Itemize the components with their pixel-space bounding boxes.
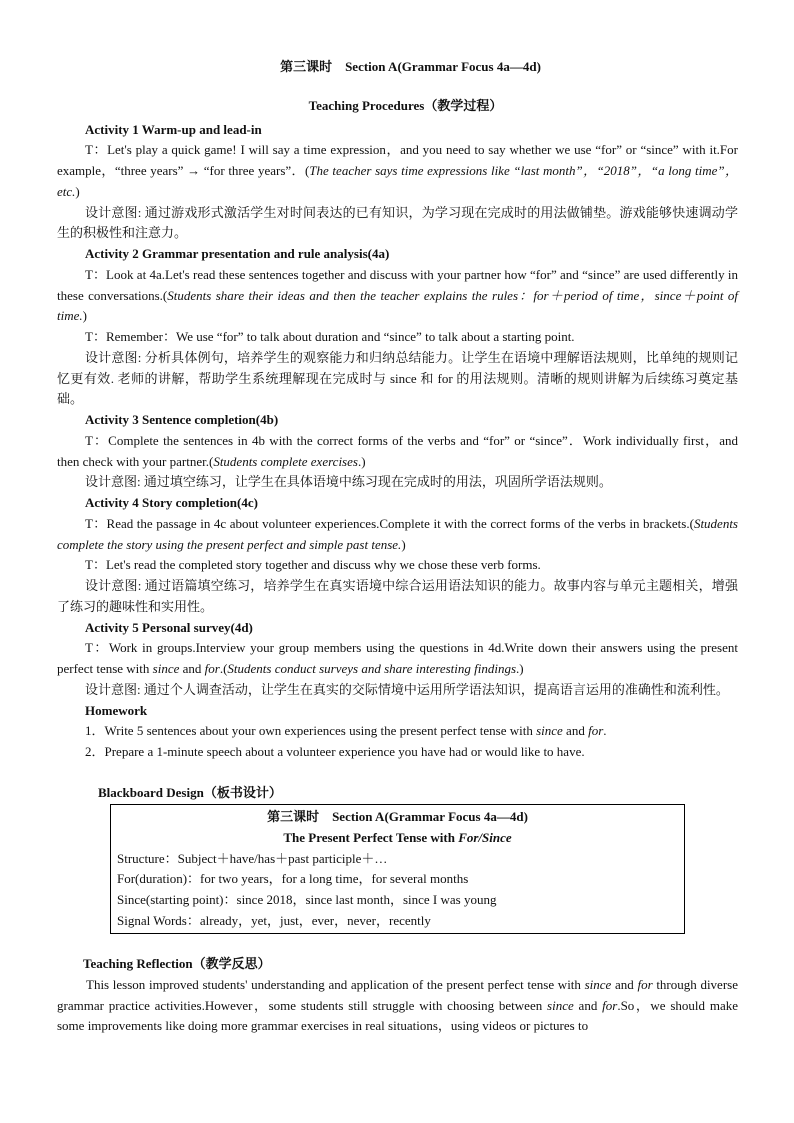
activity-3-heading: Activity 3 Sentence completion(4b) — [85, 412, 279, 428]
reflection-run: This lesson improved students' understanding and application of the present perfect tense with — [86, 976, 585, 992]
instruction-text: ) — [401, 536, 406, 552]
homework-text: . — [603, 723, 607, 739]
activity-1-heading: Activity 1 Warm-up and lead-in — [85, 121, 262, 137]
activity-2-design-intent: 设计意图: 分析具体例句，培养学生的观察能力和归纳总结能力。让学生在语境中理解语法规则，比单纯的规则记忆更有效. 老师的讲解，帮助学生系统理解现在完成时与 since 和 for 的用法规则。清晰的规则讲解为后续练习奠定基础。 — [57, 349, 738, 407]
italic-keyword: since — [152, 661, 180, 677]
italic-note: Students conduct surveys and share interesting findings — [227, 661, 517, 677]
blackboard-signal-words-line: Signal Words：already，yet，just，ever，never，recently — [117, 912, 431, 928]
italic-keyword: for — [204, 661, 220, 677]
italic-keyword: for — [588, 723, 604, 739]
italic-keyword: for — [637, 976, 653, 992]
activity-5-instruction — [57, 638, 738, 680]
instruction-text: T：Look at 4a.Let's read these sentences together and discuss with your partner how “for” and “since” are used differently in these conversations.( — [57, 266, 738, 303]
homework-text: and — [562, 723, 589, 739]
italic-note: Students complete exercises — [213, 453, 358, 469]
activity-4-heading: Activity 4 Story completion(4c) — [85, 495, 258, 511]
activity-2-heading: Activity 2 Grammar presentation and rule analysis(4a) — [85, 246, 390, 262]
blackboard-subtitle — [117, 828, 678, 849]
homework-item — [57, 721, 738, 742]
instruction-text: .( — [219, 661, 228, 677]
instruction-text: T：Let's play a quick game! I will say a time expression，and you need to say whether we use “for” or “since” with it.For example，“three years” → “for three years”．( — [57, 142, 738, 179]
instruction-text: T：Remember：We use “for” to talk about duration and “since” to talk about a starting point. — [85, 329, 575, 345]
activity-4-design-intent: 设计意图: 通过语篇填空练习，培养学生在真实语境中综合运用语法知识的能力。故事内容与单元主题相关，增强了练习的趣味性和实用性。 — [57, 578, 738, 614]
blackboard-box — [110, 804, 685, 933]
italic-keyword: since — [536, 723, 563, 739]
italic-keyword: For/Since — [458, 829, 512, 845]
activity-1-design-intent: 设计意图: 通过游戏形式激活学生对时间表达的已有知识，为学习现在完成时的用法做铺垫。游戏能够快速调动学生的积极性和注意力。 — [57, 204, 738, 241]
subtitle-text: The Present Perfect Tense with — [283, 829, 459, 845]
activity-2-instruction — [57, 265, 738, 327]
reflection-run: and — [611, 976, 638, 992]
homework-text: 2．Prepare a 1-minute speech about a volunteer experience you have had or would like to have. — [85, 744, 585, 760]
italic-keyword: since — [584, 976, 612, 992]
instruction-text: .) — [516, 661, 524, 677]
activity-5-heading: Activity 5 Personal survey(4d) — [85, 619, 253, 635]
italic-note: Students share their ideas and then the teacher explains the rules：for＋period of time，since＋point of time. — [57, 287, 738, 324]
instruction-text: .) — [357, 453, 366, 469]
reflection-text — [57, 975, 738, 1037]
blackboard-structure-line: Structure：Subject＋have/has＋past participle＋… — [117, 850, 388, 866]
reflection-run: through diverse grammar practice activities.However，some students still struggle with choosing between — [57, 976, 738, 1013]
instruction-text: ) — [75, 183, 80, 199]
homework-text: 1．Write 5 sentences about your own experiences using the present perfect tense with — [85, 723, 537, 739]
blackboard-heading: Blackboard Design（板书设计） — [98, 785, 282, 801]
activity-2-instruction — [57, 327, 738, 348]
activity-1-instruction — [57, 140, 738, 202]
italic-note: Students complete the story using the present perfect and simple past tense. — [57, 515, 738, 552]
reflection-heading: Teaching Reflection（教学反思） — [83, 956, 271, 972]
instruction-text: T：Read the passage in 4c about volunteer experiences.Complete it with the correct forms of the verbs in brackets.( — [85, 515, 694, 531]
italic-keyword: since — [547, 997, 574, 1013]
activity-3-instruction — [57, 431, 738, 473]
reflection-run: and — [573, 997, 603, 1013]
blackboard-since-line: Since(starting point)：since 2018，since last month，since I was young — [117, 892, 497, 908]
instruction-text: and — [179, 661, 205, 677]
instruction-text: ) — [82, 308, 87, 324]
activity-3-design-intent: 设计意图: 通过填空练习，让学生在具体语境中练习现在完成时的用法，巩固所学语法规则。 — [85, 474, 612, 490]
italic-note: The teacher says time expressions like “last month”，“2018”，“a long time”，etc. — [57, 163, 738, 199]
italic-keyword: for — [602, 997, 618, 1013]
homework-item — [57, 742, 738, 763]
activity-4-instruction — [57, 514, 738, 556]
blackboard-for-line: For(duration)：for two years，for a long time，for several months — [117, 871, 469, 887]
activity-5-design-intent: 设计意图: 通过个人调查活动，让学生在真实的交际情境中运用所学语法知识，提高语言运用的准确性和流利性。 — [85, 681, 729, 697]
procedures-heading: Teaching Procedures（教学过程） — [308, 97, 503, 113]
instruction-text: T：Work in groups.Interview your group members using the questions in 4d.Write down their answers using the present perfect tense with — [57, 640, 738, 677]
page-title: 第三课时 Section A(Grammar Focus 4a—4d) — [280, 59, 541, 74]
activity-4-instruction — [57, 555, 738, 576]
blackboard-title: 第三课时 Section A(Grammar Focus 4a—4d) — [267, 809, 528, 825]
homework-heading: Homework — [85, 702, 148, 718]
instruction-text: T：Let's read the completed story together and discuss why we chose these verb forms. — [85, 557, 541, 573]
instruction-text: T：Complete the sentences in 4b with the correct forms of the verbs and “for” or “since”．Work individually first，and then check with your partner.( — [57, 432, 738, 469]
reflection-run: .So，we should make some improvements like doing more grammar exercises in real situations，using videos or pictures to — [57, 997, 738, 1034]
